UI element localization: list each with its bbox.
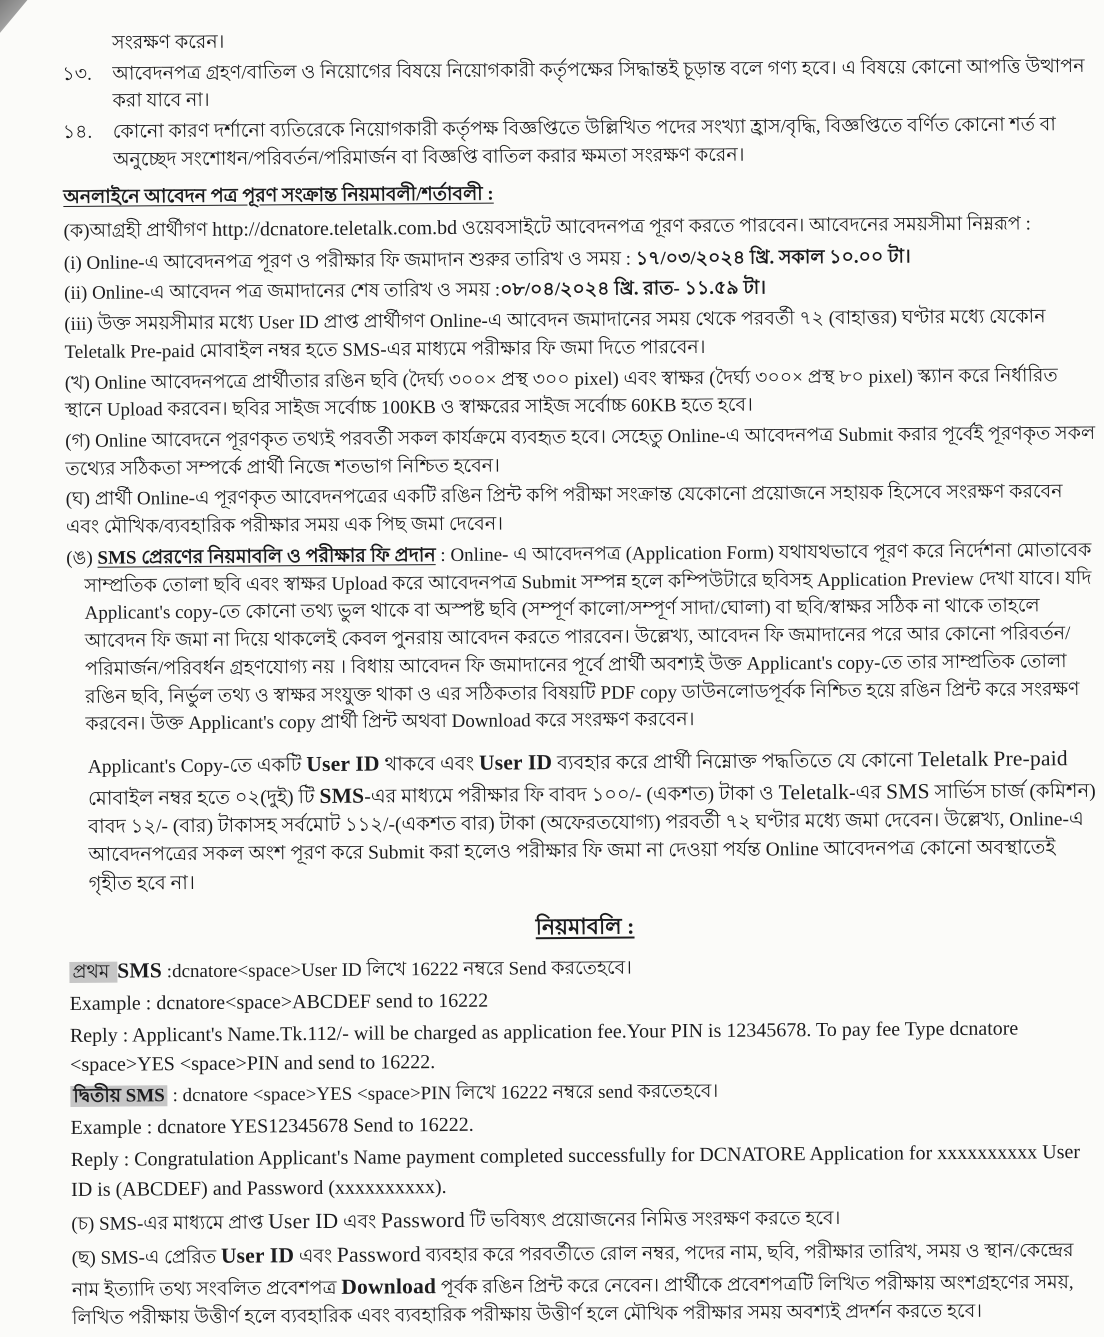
clause-cha	[71, 1200, 1103, 1239]
clause-gha	[66, 478, 1098, 542]
text-run: সংরক্ষণ করেন।	[112, 31, 225, 54]
text-run: Teletalk	[778, 779, 850, 804]
text-run: -এর মাধ্যমে পরীক্ষার ফি বাবদ ১০০/- (একশত) টাকা ও	[364, 782, 779, 808]
sms-word: SMS	[117, 957, 163, 983]
sms-rules-subheading: SMS প্রেরণের নিয়মাবলি ও পরীক্ষার ফি প্রদান	[97, 545, 436, 569]
password-term: Password	[380, 1207, 466, 1233]
text-run: Example : dcnatore YES12345678 Send to 16222.	[70, 1114, 474, 1140]
text-run: ব্যবহার করে পরবর্তীতে রোল নম্বর, পদের নাম, ছবি, পরীক্ষার তারিখ, সময় ও স্থান/কেন্দ্রের নাম ইত্যাদি তথ্য সংবলিত প্রবেশপত্র	[71, 1240, 1074, 1301]
text-run: Reply : Congratulation Applicant's Name payment completed successfully for DCNATORE Application for xxxxxxxxxx User ID is (ABCDEF) and Password (xxxxxxxxxx).	[70, 1141, 1081, 1201]
clause-chha	[72, 1234, 1104, 1333]
text-run: টি ভবিষ্যৎ প্রয়োজনের নিমিত্ত সংরক্ষণ করতে হবে।	[464, 1207, 841, 1232]
item-number: ১৩.	[62, 63, 92, 85]
text-run: থাকবে এবং	[379, 753, 480, 776]
second-sms-label: দ্বিতীয় SMS	[70, 1086, 168, 1108]
text-run: :dcnatore<space>User ID লিখে 16222 নম্বরে Send করতেহবে।	[161, 957, 633, 982]
second-sms-reply	[71, 1138, 1103, 1204]
clause-kha	[65, 361, 1097, 425]
first-sms-line	[69, 947, 1101, 986]
text-run: এবং	[338, 1211, 382, 1233]
text-run: সার্ভিস চার্জ (কমিশন) বাবদ ১২/- (বার) টাকাসহ সর্বমোট ১১২/-(একশত বার) টাকা (অফেরতযোগ্য) পরবর্তী ৭২ ঘণ্টার মধ্যে জমা দেবেন। উল্লেখ্য, Online-এ আবেদনপত্রের সকল অংশ পূরণ করে Submit করা হলেও পরীক্ষার ফি জমা না দেওয়া পর্যন্ত Online আবেদনপত্র কোনো অবস্থাতেই গৃহীত হবে না।	[88, 780, 1096, 895]
text-run: Applicant's Copy-তে একটি	[87, 755, 307, 778]
text-run: : Online- এ আবেদনপত্র (Application Form) যথাযথভাবে পূরণ করে নির্দেশনা মোতাবেক সাম্প্রতিক তোলা ছবি এবং স্বাক্ষর Upload করে আবেদনপত্র Submit সম্পন্ন হলে কম্পিউটারে ছবিসহ Application Preview দেখা যাবে। যদি Applicant's copy-তে কোনো তথ্য ভুল থাকে বা অস্পষ্ট ছবি (সম্পূর্ণ কালো/সম্পূর্ণ সাদা/ঘোলা) বা ছবি/স্বাক্ষর সঠিক না থাকে তাহলে আবেদন ফি জমা না দিয়ে থাকলেই কেবল পুনরায় আবেদন করতে পারবেন। উল্লেখ্য, আবেদন ফি জমাদানের পরে আর কোনো পরিবর্তন/পরিমার্জন/পরিবর্ধন গ্রহণযোগ্য নয় । বিধায় আবেদন ফি জমাদানের পূর্বে প্রার্থী অবশ্যই উক্ত Applicant's copy-তে তার সাম্প্রতিক তোলা রঙিন ছবি, নির্ভুল তথ্য ও স্বাক্ষর সংযুক্ত থাকা ও এর সঠিকতার বিষয়টি PDF copy ডাউনলোডপূর্বক নিশ্চিত হয়ে রঙিন প্রিন্ট করে সংরক্ষণ করবেন। উক্ত Applicant's copy প্রার্থী প্রিন্ট অথবা Download করে সংরক্ষণ করবেন।	[84, 539, 1092, 736]
application-end-datetime: ০৮/০৪/২০২৪ খ্রি. রাত- ১১.৫৯ টা।	[500, 277, 767, 301]
item-number: ১৪.	[62, 121, 93, 144]
clause-iii	[64, 303, 1096, 367]
clause-ii	[64, 272, 1096, 308]
applicants-copy-para	[68, 743, 1101, 899]
teletalk-term: Teletalk	[917, 746, 989, 772]
text-run: (ঙ)	[66, 547, 98, 569]
text-run: (ii) Online-এ আবেদন পত্র জমাদানের শেষ তারিখ ও সময় :	[63, 279, 501, 305]
password-term: Password	[336, 1242, 422, 1268]
clause-ga	[65, 420, 1097, 484]
download-term: Download	[341, 1273, 437, 1299]
clause-14	[63, 111, 1095, 175]
text-run: (i) Online-এ আবেদনপত্র পূরণ ও পরীক্ষার ফি জমাদান শুরুর তারিখ ও সময় :	[63, 248, 636, 274]
application-website-url: http://dcnatore.teletalk.com.bd	[212, 217, 458, 242]
first-sms-reply	[70, 1014, 1102, 1080]
niyamabali-heading	[69, 907, 1101, 947]
carryover-line	[62, 22, 1094, 58]
second-sms-example	[71, 1106, 1103, 1143]
text-run: কোনো কারণ দর্শানো ব্যতিরেকে নিয়োগকারী কর্তৃপক্ষ বিজ্ঞপ্তিতে উল্লিখিত পদের সংখ্যা হ্রাস/বৃদ্ধি, বিজ্ঞপ্তিতে বর্ণিত কোনো শর্ত বা অনুচ্ছেদ সংশোধন/পরিবর্তন/পরিমার্জন বা বিজ্ঞপ্তি বাতিল করার ক্ষমতা সংরক্ষণ করেন।	[112, 114, 1056, 171]
user-id-term: User ID	[268, 1208, 339, 1234]
text-run: -এর	[849, 782, 887, 804]
text-run: (চ) SMS-এর মাধ্যমে প্রাপ্ত	[71, 1212, 269, 1235]
text-run: আবেদনপত্র গ্রহণ/বাতিল ও নিয়োগের বিষয়ে নিয়োগকারী কর্তৃপক্ষের সিদ্ধান্তই চূড়ান্ত বলে গণ্য হবে। এ বিষয়ে কোনো আপত্তি উত্থাপন করা যাবে না।	[112, 55, 1085, 113]
online-application-rules-heading	[63, 176, 1095, 212]
second-sms-line	[70, 1075, 1102, 1111]
text-run: ব্যবহার করে প্রার্থী নিম্নোক্ত পদ্ধতিতে যে কোনো	[552, 750, 919, 775]
clause-ka	[63, 209, 1095, 246]
text-run: (গ) Online আবেদনে পূরণকৃত তথ্যই পরবর্তী সকল কার্যক্রমে ব্যবহৃত হবে। সেহেতু Online-এ আবেদনপত্র Submit করার পূর্বেই পূরণকৃত সকল তথ্যের সঠিকতা সম্পর্কে প্রার্থী নিজে শতভাগ নিশ্চিত হবেন।	[65, 422, 1096, 480]
text-run: এবং	[294, 1246, 337, 1268]
text-run: ওয়েবসাইটে আবেদনপত্র পূরণ করতে পারবেন। আবেদনের সময়সীমা নিম্নরূপ :	[457, 213, 1031, 240]
text-run: SMS	[885, 778, 930, 804]
text-run: Reply : Applicant's Name.Tk.112/- will be charged as application fee.Your PIN is 12345678. To pay fee Type dcnatore <space>YES <space>PIN and send to 16222.	[69, 1017, 1019, 1077]
sms-term: SMS	[319, 783, 365, 808]
first-sms-label: প্রথম	[69, 961, 117, 982]
user-id-term: User ID	[306, 751, 380, 777]
rules-heading: নিয়মাবলি :	[535, 913, 635, 940]
clause-ungo	[66, 537, 1099, 739]
section-heading: অনলাইনে আবেদন পত্র পূরণ সংক্রান্ত নিয়মাবলী/শর্তাবলী :	[63, 183, 494, 208]
user-id-term: User ID	[220, 1243, 295, 1268]
scan-artifact	[0, 0, 48, 40]
text-run: (ক)আগ্রহী প্রার্থীগণ	[63, 220, 213, 243]
text-run: মোবাইল নম্বর হতে ০২(দুই) টি	[87, 786, 320, 810]
clause-i	[64, 241, 1096, 277]
text-run: (ছ) SMS-এ প্রেরিত	[71, 1246, 221, 1270]
text-run: পূর্বক রঙিন প্রিন্ট করে নেবেন। প্রার্থীকে প্রবেশপত্রটি লিখিত পরীক্ষায় অংশগ্রহণের সময়, লিখিত পরীক্ষায় উত্তীর্ণ হলে ব্যবহারিক এবং ব্যবহারিক পরীক্ষায় উত্তীর্ণ হলে মৌখিক পরীক্ষার সময় অবশ্যই প্রদর্শন করতে হবে।	[72, 1271, 1074, 1329]
user-id-term: User ID	[478, 750, 553, 775]
text-run: (খ) Online আবেদনপত্রে প্রার্থীতার রঙিন ছবি (দৈর্ঘ্য ৩০০× প্রস্থ ৩০০ pixel) এবং স্বাক্ষর (দৈর্ঘ্য ৩০০× প্রস্থ ৮০ pixel) স্ক্যান করে নির্ধারিত স্থানে Upload করবেন। ছবির সাইজ সর্বোচ্চ 100KB ও স্বাক্ষরের সাইজ সর্বোচ্চ 60KB হতে হবে।	[64, 364, 1058, 422]
text-run: (ঘ) প্রার্থী Online-এ পূরণকৃত আবেদনপত্রের একটি রঙিন প্রিন্ট কপি পরীক্ষা সংক্রান্ত যেকোনো প্রয়োজনে সহায়ক হিসেবে সংরক্ষণ করবেন এবং মৌখিক/ব্যবহারিক পরীক্ষার সময় এক পিছ জমা দেবেন।	[65, 481, 1063, 539]
text-run: : dcnatore <space>YES <space>PIN লিখে 16222 নম্বরে send করতেহবে।	[167, 1081, 719, 1107]
text-run: Example : dcnatore<space>ABCDEF send to 16222	[69, 989, 489, 1015]
text-run: Pre-paid	[993, 746, 1068, 771]
application-start-datetime: ১৭/০৩/২০২৪ খ্রি. সকাল ১০.০০ টা।	[635, 245, 911, 270]
text-run: (iii) উক্ত সময়সীমার মধ্যে User ID প্রাপ্ত প্রার্থীগণ Online-এ আবেদন জমাদানের সময় থেকে পরবর্তী ৭২ (বাহাত্তর) ঘণ্টার মধ্যে যেকোন Teletalk Pre-paid মোবাইল নম্বর হতে SMS-এর মাধ্যমে পরীক্ষার ফি জমা দিতে পারবেন।	[64, 306, 1046, 363]
first-sms-example	[70, 982, 1102, 1019]
clause-13	[62, 53, 1094, 117]
document-content	[62, 22, 1104, 1336]
